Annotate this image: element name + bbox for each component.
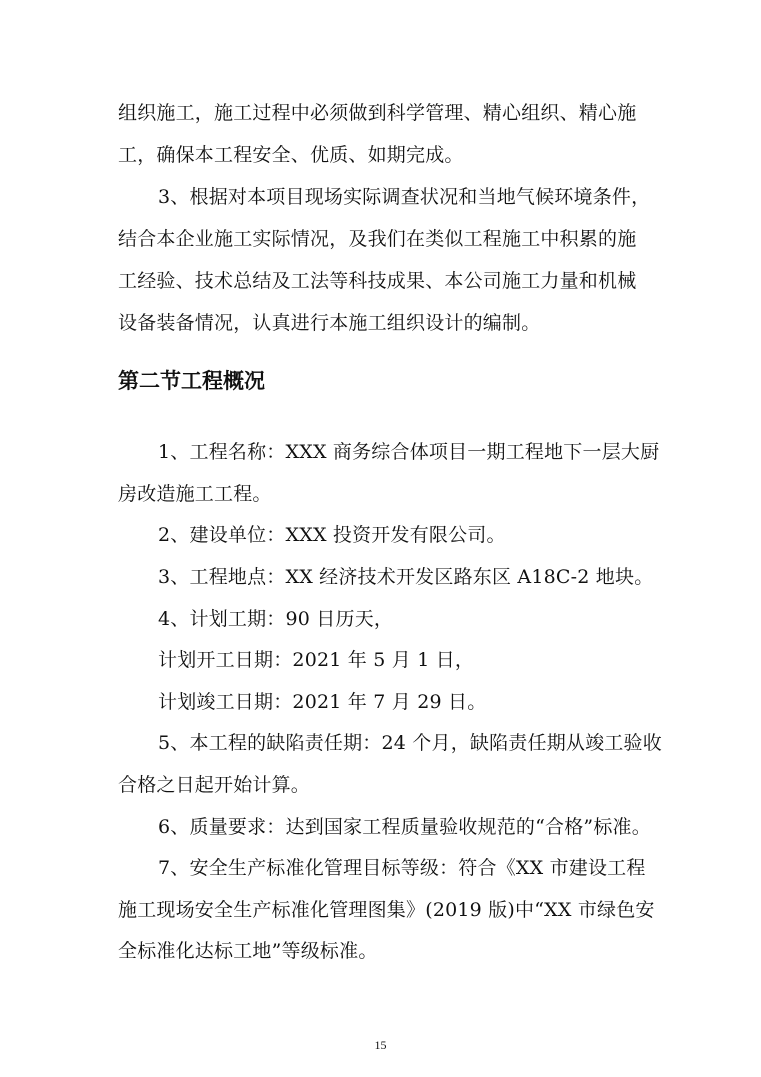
paragraph-line: 工，确保本工程安全、优质、如期完成。 — [118, 144, 464, 166]
overview-line: 房改造施工工程。 — [118, 483, 272, 505]
paragraph-line: 设备装备情况，认真进行本施工组织设计的编制。 — [118, 312, 541, 334]
overview-line: 计划开工日期：2021 年 5 月 1 日， — [158, 649, 475, 671]
overview-line: 计划竣工日期：2021 年 7 月 29 日。 — [158, 691, 487, 713]
overview-line: 6、质量要求：达到国家工程质量验收规范的“合格”标准。 — [158, 816, 651, 838]
overview-line: 施工现场安全生产标准化管理图集》(2019 版)中“XX 市绿色安 — [118, 899, 655, 921]
paragraph-line: 工经验、技术总结及工法等科技成果、本公司施工力量和机械 — [118, 270, 637, 292]
page-number: 15 — [374, 1038, 387, 1052]
paragraph-line: 3、根据对本项目现场实际调查状况和当地气候环境条件， — [158, 186, 651, 208]
section-heading: 第二节工程概况 — [118, 368, 265, 393]
paragraph-line: 结合本企业施工实际情况，及我们在类似工程施工中积累的施 — [118, 228, 637, 250]
overview-line: 5、本工程的缺陷责任期：24 个月，缺陷责任期从竣工验收 — [158, 732, 662, 754]
overview-line: 2、建设单位：XXX 投资开发有限公司。 — [158, 524, 506, 546]
overview-line: 全标准化达标工地”等级标准。 — [118, 940, 378, 962]
paragraph-line: 组织施工，施工过程中必须做到科学管理、精心组织、精心施 — [118, 102, 637, 124]
overview-line: 7、安全生产标准化管理目标等级：符合《XX 市建设工程 — [158, 857, 646, 879]
overview-line: 合格之日起开始计算。 — [118, 774, 311, 796]
overview-line: 1、工程名称：XXX 商务综合体项目一期工程地下一层大厨 — [158, 441, 660, 463]
overview-line: 3、工程地点：XX 经济技术开发区路东区 A18C-2 地块。 — [158, 566, 654, 588]
overview-line: 4、计划工期：90 日历天， — [158, 608, 394, 630]
